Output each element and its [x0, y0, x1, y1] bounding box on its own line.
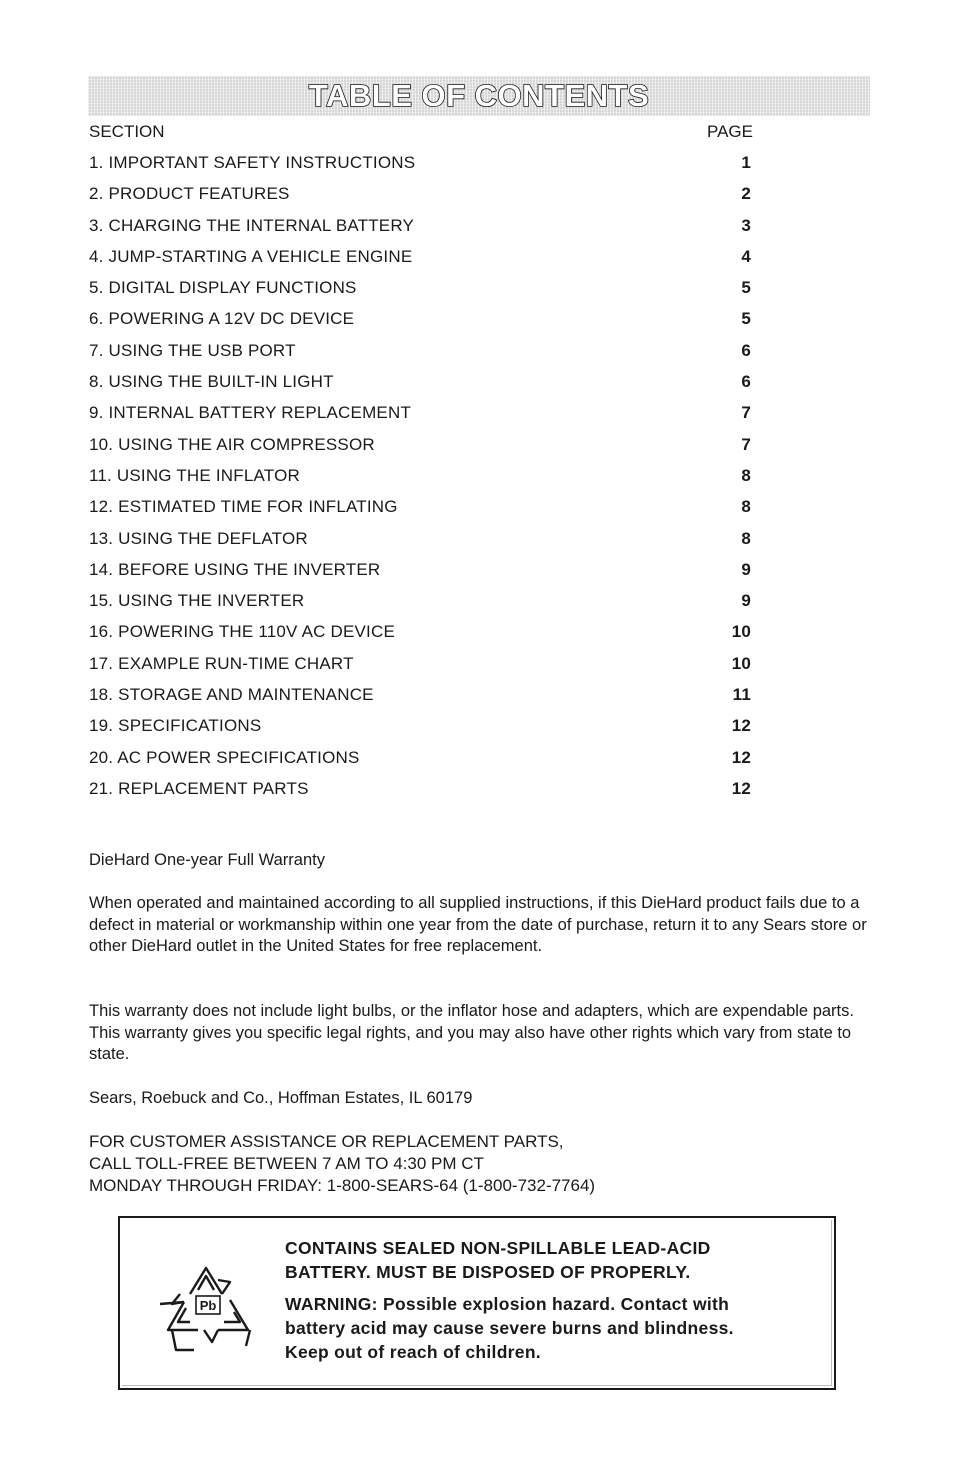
toc-entry-title: 8. USING THE BUILT-IN LIGHT	[89, 372, 334, 392]
toc-entry-page: 6	[741, 372, 751, 392]
toc-entry-page: 8	[741, 465, 751, 485]
notice-text	[285, 1236, 825, 1364]
toc-entry-title: 21. REPLACEMENT PARTS	[89, 778, 309, 798]
toc-entry-page: 9	[741, 591, 751, 611]
toc-entry-page: 10	[731, 622, 751, 642]
toc-entry-page: 7	[741, 434, 751, 454]
toc-entry-page: 9	[741, 559, 751, 579]
recycle-pb-icon	[150, 1260, 266, 1360]
toc-entry	[89, 560, 753, 591]
toc-entry-page: 12	[731, 747, 751, 767]
pb-label: Pb	[199, 1298, 217, 1313]
toc-entry-page: 12	[731, 778, 751, 798]
toc-entry-page: 8	[741, 528, 751, 548]
toc-entry-page: 2	[741, 184, 751, 204]
toc-entry	[89, 716, 753, 747]
toc-entry-title: 13. USING THE DEFLATOR	[89, 528, 308, 548]
toc-entry-title: 19. SPECIFICATIONS	[89, 716, 262, 736]
toc-header	[89, 122, 753, 144]
toc-entry	[89, 403, 753, 434]
toc-entry-title: 10. USING THE AIR COMPRESSOR	[89, 434, 375, 454]
toc-entry-title: 7. USING THE USB PORT	[89, 340, 296, 360]
toc-list	[89, 153, 753, 810]
toc-entry-page: 5	[741, 278, 751, 298]
toc-entry-page: 1	[741, 153, 751, 172]
toc-entry-page: 10	[731, 653, 751, 673]
notice-line-1: CONTAINS SEALED NON-SPILLABLE LEAD-ACID	[285, 1238, 711, 1258]
toc-entry	[89, 591, 753, 622]
company-address: Sears, Roebuck and Co., Hoffman Estates, IL 60179	[89, 1089, 473, 1107]
toc-entry-title: 1. IMPORTANT SAFETY INSTRUCTIONS	[89, 153, 416, 172]
toc-entry	[89, 278, 753, 309]
assistance-line-1: FOR CUSTOMER ASSISTANCE OR REPLACEMENT PARTS,	[89, 1132, 564, 1151]
toc-entry-title: 20. AC POWER SPECIFICATIONS	[89, 747, 360, 767]
toc-entry-page: 5	[741, 309, 751, 329]
toc-entry	[89, 779, 753, 810]
section-column-label: SECTION	[89, 122, 165, 141]
toc-entry	[89, 685, 753, 716]
toc-entry	[89, 435, 753, 466]
toc-entry-page: 8	[741, 497, 751, 517]
assistance-line-2: CALL TOLL-FREE BETWEEN 7 AM TO 4:30 PM CT	[89, 1154, 484, 1173]
toc-entry-page: 11	[732, 685, 751, 705]
toc-entry	[89, 529, 753, 560]
toc-entry-title: 2. PRODUCT FEATURES	[89, 184, 290, 204]
battery-notice-box	[118, 1216, 836, 1390]
toc-entry-page: 6	[741, 340, 751, 360]
toc-entry-title: 14. BEFORE USING THE INVERTER	[89, 559, 381, 579]
warranty-title: DieHard One-year Full Warranty	[89, 851, 325, 869]
toc-entry	[89, 748, 753, 779]
toc-entry-title: 15. USING THE INVERTER	[89, 591, 305, 611]
toc-entry-page: 7	[741, 403, 751, 423]
assistance-line-3: MONDAY THROUGH FRIDAY: 1-800-SEARS-64 (1-800-732-7764)	[89, 1176, 596, 1195]
toc-entry-title: 5. DIGITAL DISPLAY FUNCTIONS	[89, 278, 357, 298]
toc-entry-page: 4	[741, 246, 751, 266]
toc-entry-title: 18. STORAGE AND MAINTENANCE	[89, 685, 374, 705]
page-column-label: PAGE	[707, 122, 753, 141]
customer-assistance	[89, 1131, 879, 1197]
toc-entry	[89, 622, 753, 653]
toc-entry	[89, 654, 753, 685]
toc-entry-title: 11. USING THE INFLATOR	[89, 465, 300, 485]
warranty-paragraph-1: When operated and maintained according to all supplied instructions, if this DieHard product fails due to a defect in material or workmanship within one year from the date of purchase, return it to any Sears store or other DieHard outlet in the United States for free replacement.	[89, 894, 867, 955]
toc-entry	[89, 153, 753, 184]
page-title: TABLE OF CONTENTS	[308, 78, 650, 113]
toc-entry-title: 6. POWERING A 12V DC DEVICE	[89, 309, 355, 329]
toc-entry	[89, 184, 753, 215]
toc-entry	[89, 466, 753, 497]
toc-entry	[89, 497, 753, 528]
notice-line-2: BATTERY. MUST BE DISPOSED OF PROPERLY.	[285, 1262, 691, 1282]
toc-entry	[89, 247, 753, 278]
toc-banner	[88, 76, 870, 116]
toc-entry	[89, 309, 753, 340]
toc-entry-title: 4. JUMP-STARTING A VEHICLE ENGINE	[89, 246, 413, 266]
toc-entry-page: 3	[741, 215, 751, 235]
notice-line-3: WARNING: Possible explosion hazard. Contact with	[285, 1294, 730, 1314]
toc-entry-title: 12. ESTIMATED TIME FOR INFLATING	[89, 497, 398, 517]
warranty-paragraph-2: This warranty does not include light bulbs, or the inflator hose and adapters, which are expendable parts. This warranty gives you specific legal rights, and you may also have other rights which vary from state to state.	[89, 1002, 854, 1063]
toc-entry-title: 16. POWERING THE 110V AC DEVICE	[89, 622, 395, 642]
notice-line-4: battery acid may cause severe burns and blindness.	[285, 1318, 734, 1338]
toc-entry-page: 12	[731, 716, 751, 736]
toc-entry-title: 17. EXAMPLE RUN-TIME CHART	[89, 653, 354, 673]
toc-entry	[89, 216, 753, 247]
notice-line-5: Keep out of reach of children.	[285, 1342, 541, 1362]
toc-entry-title: 9. INTERNAL BATTERY REPLACEMENT	[89, 403, 412, 423]
toc-entry	[89, 372, 753, 403]
toc-entry	[89, 341, 753, 372]
toc-entry-title: 3. CHARGING THE INTERNAL BATTERY	[89, 215, 415, 235]
